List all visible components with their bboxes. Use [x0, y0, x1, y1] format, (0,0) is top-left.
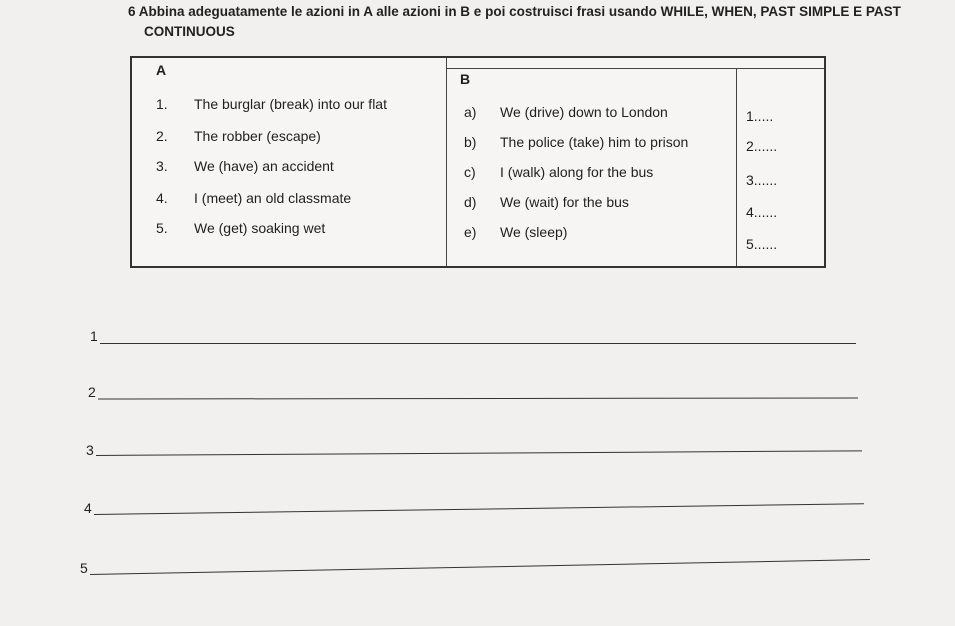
answer-slot[interactable]: 2......: [746, 138, 778, 154]
item-letter: e): [464, 224, 477, 240]
answer-number: 5: [80, 560, 88, 576]
item-number: 1.: [156, 96, 168, 112]
instruction-line-1: 6 Abbina adeguatamente le azioni in A alle azioni in B e poi costruisci frasi usando WHILE, WHEN, PAST SIMPLE E PAST: [128, 4, 901, 19]
item-text: We (drive) down to London: [500, 104, 668, 120]
answer-line[interactable]: [90, 559, 870, 575]
answer-number: 4: [84, 500, 92, 516]
item-text: We (have) an accident: [194, 158, 334, 174]
answer-number: 1: [90, 328, 98, 344]
item-number: 4.: [156, 190, 168, 206]
item-number: 3.: [156, 158, 168, 174]
item-number: 5.: [156, 220, 168, 236]
item-text: The police (take) him to prison: [500, 134, 689, 150]
item-text: I (walk) along for the bus: [500, 164, 654, 180]
answer-line[interactable]: [100, 343, 856, 344]
item-text: I (meet) an old classmate: [194, 190, 352, 206]
answer-number: 2: [88, 384, 96, 400]
item-text: We (get) soaking wet: [194, 220, 326, 236]
answer-line[interactable]: [96, 450, 862, 456]
item-text: We (sleep): [500, 224, 568, 240]
answer-slot[interactable]: 4......: [746, 204, 778, 220]
answer-slot[interactable]: 3......: [746, 172, 778, 188]
item-text: The burglar (break) into our flat: [194, 96, 387, 112]
item-letter: b): [464, 134, 477, 150]
column-a-header: A: [156, 62, 167, 78]
item-text: The robber (escape): [194, 128, 321, 144]
item-letter: a): [464, 104, 477, 120]
item-text: We (wait) for the bus: [500, 194, 629, 210]
instruction-line-2: CONTINUOUS: [144, 24, 235, 39]
column-b-header: B: [460, 71, 471, 87]
answer-line[interactable]: [94, 503, 864, 515]
item-letter: d): [464, 194, 477, 210]
answer-slot[interactable]: 1.....: [746, 108, 774, 124]
item-letter: c): [464, 164, 476, 180]
answer-line[interactable]: [98, 397, 858, 399]
item-number: 2.: [156, 128, 168, 144]
answer-slot[interactable]: 5......: [746, 236, 778, 252]
answer-number: 3: [86, 442, 94, 458]
